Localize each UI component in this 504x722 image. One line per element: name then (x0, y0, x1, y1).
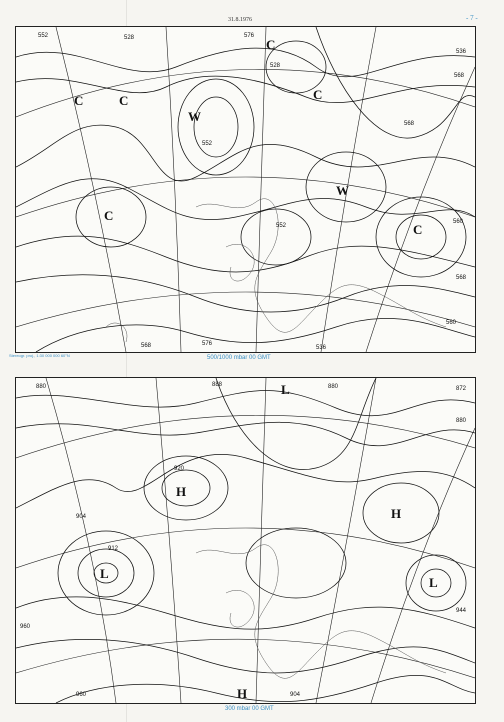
center-l: L (429, 575, 438, 590)
contour-label: 568 (141, 343, 152, 349)
map-500-1000mbar (15, 26, 476, 353)
contour-label: 880 (328, 384, 339, 390)
center-h: H (176, 484, 187, 499)
contour-label: 888 (212, 382, 223, 388)
contour-label: 560 (446, 320, 457, 326)
contour-lines (16, 378, 475, 703)
map-bottom-caption: 300 mbar 00 GMT (225, 706, 274, 712)
contour-label: 960 (20, 624, 31, 630)
center-c: C (119, 93, 129, 108)
contour-label: 576 (244, 33, 255, 39)
contour-label: 568 (404, 121, 415, 127)
map-bottom-svg (16, 378, 475, 703)
center-w: W (336, 183, 349, 198)
contour-label: 912 (108, 546, 119, 552)
contour-label: 552 (38, 33, 49, 39)
center-l: L (281, 382, 290, 397)
meridian-grid (16, 27, 475, 352)
page-number: - 7 - (466, 14, 478, 22)
coastline (106, 199, 446, 342)
contour-label: 568 (454, 73, 465, 79)
center-h: H (237, 686, 248, 701)
center-h: H (391, 506, 402, 521)
contour-label: 552 (202, 141, 213, 147)
contour-label: 560 (453, 219, 464, 225)
contour-label: 904 (76, 514, 87, 520)
map-date: 31.8.1976 (228, 17, 252, 23)
contour-label: 552 (276, 223, 287, 229)
pressure-centers (74, 37, 422, 237)
center-c: C (74, 93, 84, 108)
contour-label: 960 (76, 692, 87, 698)
center-l: L (100, 566, 109, 581)
center-c: C (313, 87, 323, 102)
coastline (196, 545, 446, 679)
contour-label: 904 (290, 692, 301, 698)
map-top-caption: 500/1000 mbar 00 GMT (207, 355, 271, 361)
contour-label: 920 (174, 466, 185, 472)
projection-scale-note: Stereogr. proj., 1:30 000 000 60°N (9, 353, 70, 358)
center-c: C (266, 37, 276, 52)
contour-label: 528 (124, 35, 135, 41)
contour-label: 536 (316, 345, 327, 351)
contour-label: 880 (36, 384, 47, 390)
contour-lines (16, 27, 475, 352)
contour-label: 568 (456, 275, 467, 281)
map-300mbar (15, 377, 476, 704)
map-top-svg (16, 27, 475, 352)
meridian-grid (16, 378, 475, 703)
center-c: C (104, 208, 114, 223)
contour-label: 528 (270, 63, 281, 69)
contour-label: 944 (456, 608, 467, 614)
contour-label: 576 (202, 341, 213, 347)
center-c: C (413, 222, 423, 237)
contour-label: 880 (456, 418, 467, 424)
center-w: W (188, 109, 201, 124)
contour-label: 536 (456, 49, 467, 55)
contour-label: 872 (456, 386, 467, 392)
